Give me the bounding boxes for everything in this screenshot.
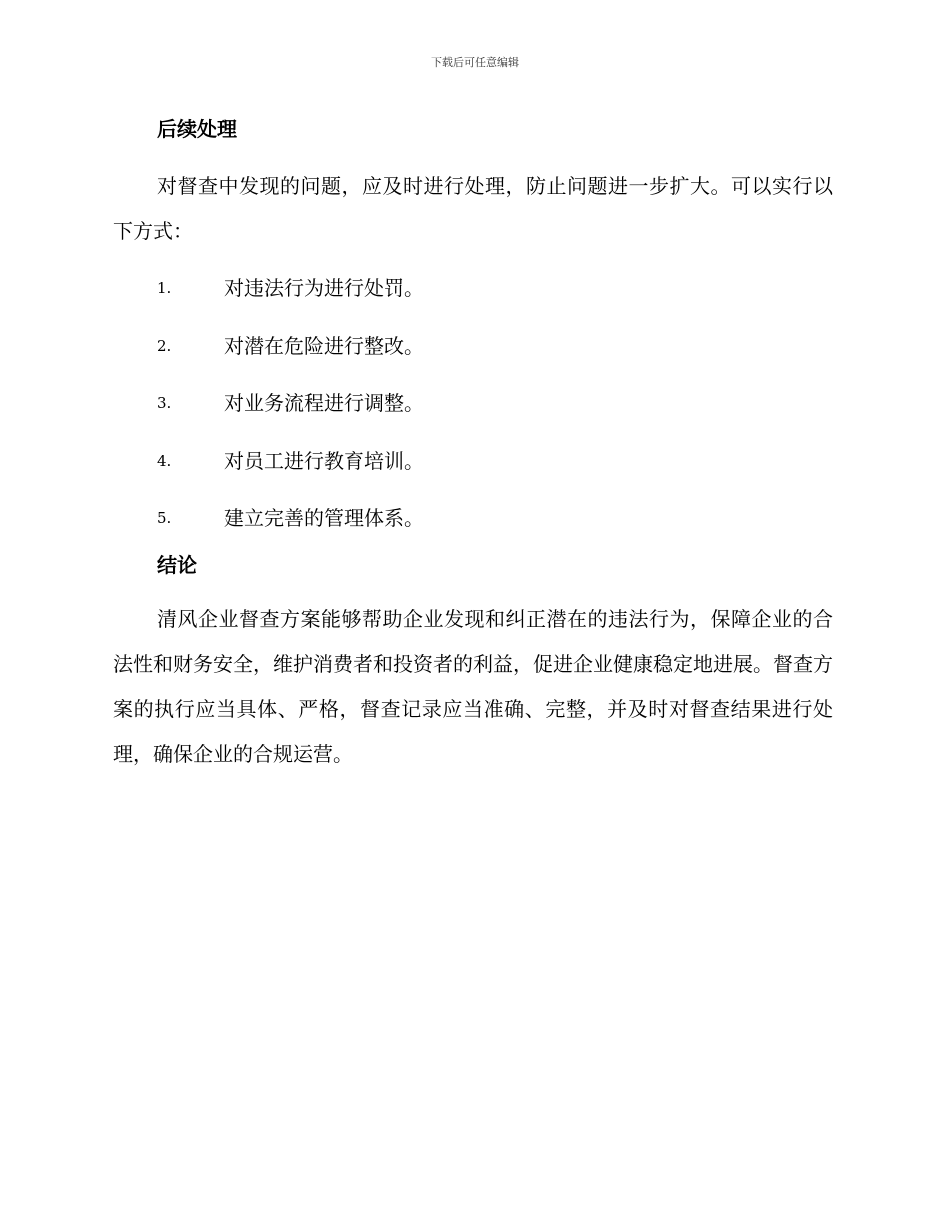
list-item-number: 2. [157, 336, 172, 355]
list-item-number: 1. [157, 279, 172, 297]
list-item [113, 318, 833, 376]
list-item [113, 433, 833, 491]
list-item-number: 4. [157, 451, 172, 470]
followup-heading: 后续处理 [157, 117, 237, 141]
list-item-text: 对潜在危险进行整改。 [224, 333, 424, 358]
list-item [113, 375, 833, 433]
followup-intro: 对督查中发现的问题，应及时进行处理，防止问题进一步扩大。可以实行以下方式： [113, 174, 833, 243]
document-content [113, 112, 833, 777]
list-item-text: 对业务流程进行调整。 [224, 391, 424, 415]
list-item-text: 对违法行为进行处罚。 [224, 276, 424, 300]
list-item [113, 260, 833, 318]
followup-list [113, 260, 833, 548]
conclusion-heading: 结论 [157, 552, 197, 577]
header-note: 下载后可任意编辑 [431, 56, 519, 69]
conclusion-body: 清风企业督查方案能够帮助企业发现和纠正潜在的违法行为，保障企业的合法性和财务安全，维护消费者和投资者的利益，促进企业健康稳定地进展。督查方案的执行应当具体、严格，督查记录应当准确、完整，并及时对督查结果进行处理，确保企业的合规运营。 [113, 606, 833, 766]
list-item [113, 490, 833, 548]
list-item-text: 建立完善的管理体系。 [224, 506, 424, 530]
list-item-number: 5. [157, 509, 172, 527]
list-item-text: 对员工进行教育培训。 [224, 448, 424, 473]
list-item-number: 3. [157, 394, 172, 412]
